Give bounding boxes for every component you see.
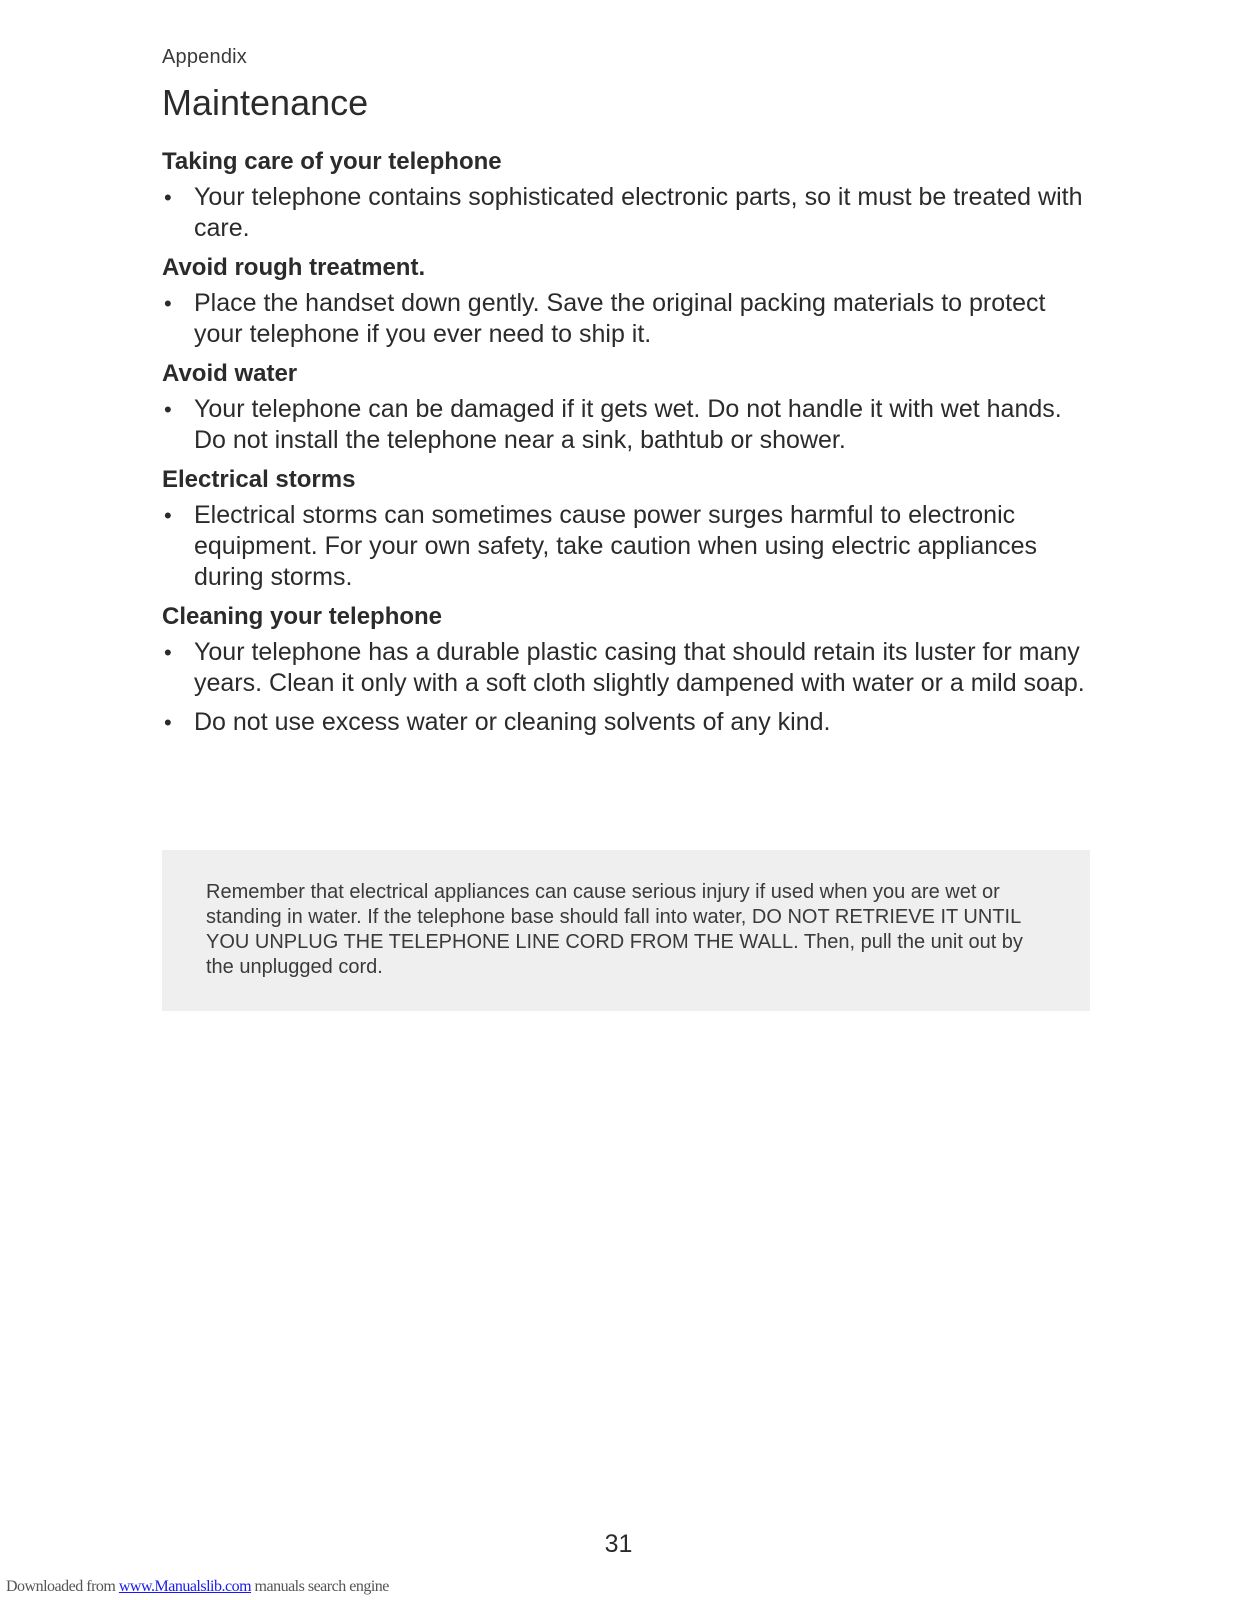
maintenance-content: [162, 146, 1090, 746]
list-item-text: Your telephone can be damaged if it gets wet. Do not handle it with wet hands. Do not install the telephone near a sink, bathtub or shower.: [194, 395, 1062, 454]
subsection-heading: Avoid rough treatment.: [162, 254, 426, 281]
section-label: Appendix: [162, 46, 247, 68]
manualslib-link[interactable]: www.Manualslib.com: [118, 1578, 252, 1595]
bullet-icon: •: [164, 291, 172, 316]
bullet-icon: •: [164, 640, 172, 665]
download-footer: [6, 1578, 389, 1596]
list-item-text: Place the handset down gently. Save the original packing materials to protect your telephone if you ever need to ship it.: [194, 289, 1046, 348]
safety-notice-box: [162, 850, 1090, 1011]
subsection-heading: Avoid water: [162, 360, 298, 387]
list-item: [162, 288, 1090, 350]
footer-suffix: manuals search engine: [251, 1578, 389, 1595]
list-item-text: Electrical storms can sometimes cause power surges harmful to electronic equipment. For your own safety, take caution when using electric appliances during storms.: [194, 501, 1038, 591]
bullet-list: [162, 394, 1090, 456]
list-item: [162, 394, 1090, 456]
subsection-heading: Taking care of your telephone: [162, 148, 502, 175]
list-item: [162, 500, 1090, 593]
list-item: [162, 182, 1090, 244]
bullet-icon: •: [164, 503, 172, 528]
bullet-icon: •: [164, 710, 172, 735]
safety-notice-text: Remember that electrical appliances can cause serious injury if used when you are wet or standing in water. If the telephone base should fall into water, DO NOT RETRIEVE IT UNTIL YOU UNPLUG THE TELEPHONE LINE CORD FROM THE WALL. Then, pull the unit out by the unplugged cord.: [206, 881, 1023, 978]
subsection-avoid-water: [162, 358, 1090, 456]
footer-prefix: Downloaded from: [6, 1578, 119, 1595]
subsection-electrical-storms: [162, 464, 1090, 593]
subsection-rough-treatment: [162, 252, 1090, 350]
page-number: 31: [604, 1530, 633, 1558]
subsection-taking-care: [162, 146, 1090, 244]
bullet-list: [162, 637, 1090, 738]
bullet-list: [162, 500, 1090, 593]
list-item: [162, 707, 1090, 738]
list-item-text: Do not use excess water or cleaning solvents of any kind.: [194, 708, 831, 736]
subsection-heading: Cleaning your telephone: [162, 603, 443, 630]
page-title: Maintenance: [162, 82, 369, 123]
list-item: [162, 637, 1090, 699]
bullet-list: [162, 288, 1090, 350]
list-item-text: Your telephone contains sophisticated electronic parts, so it must be treated with care.: [194, 183, 1083, 242]
bullet-list: [162, 182, 1090, 244]
subsection-heading: Electrical storms: [162, 466, 356, 493]
list-item-text: Your telephone has a durable plastic casing that should retain its luster for many years. Clean it only with a soft cloth slightly dampened with water or a mild soap.: [194, 638, 1085, 697]
bullet-icon: •: [164, 397, 172, 422]
subsection-cleaning: [162, 601, 1090, 738]
bullet-icon: •: [164, 185, 172, 210]
